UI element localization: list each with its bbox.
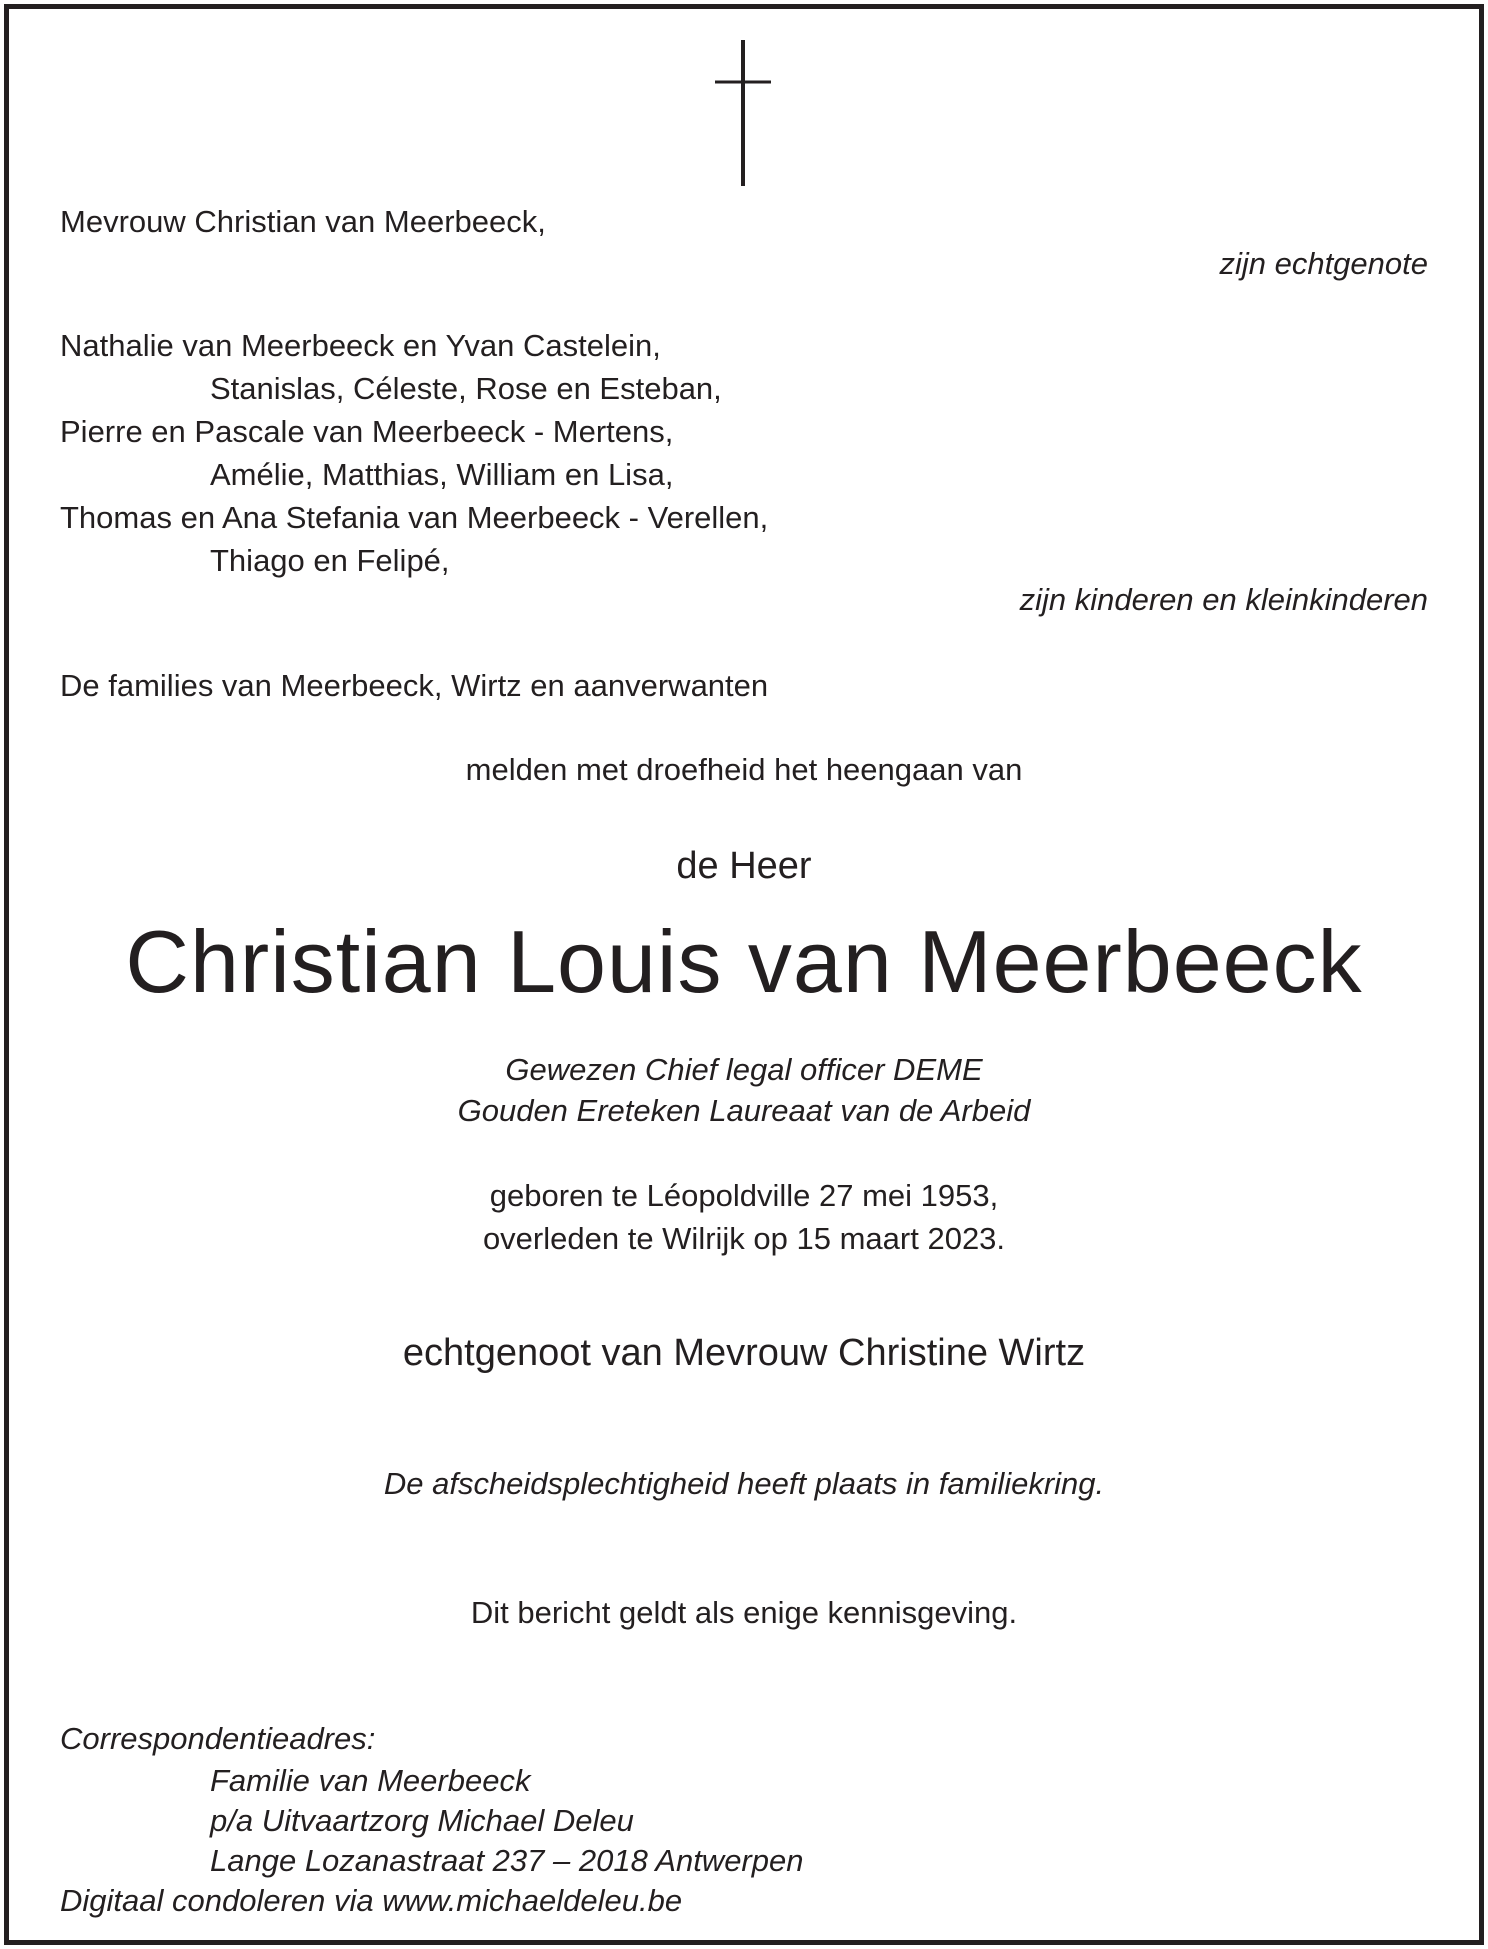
children-line: Nathalie van Meerbeeck en Yvan Castelein,: [60, 328, 661, 363]
online-condolence-link[interactable]: Digitaal condoleren via www.michaeldeleu.be: [60, 1883, 683, 1918]
correspondence-line: Familie van Meerbeeck: [210, 1763, 531, 1798]
grandchildren-line: Amélie, Matthias, William en Lisa,: [210, 457, 674, 492]
birth-line: geboren te Léopoldville 27 mei 1953,: [489, 1178, 999, 1213]
correspondence-line: p/a Uitvaartzorg Michael Deleu: [210, 1803, 634, 1838]
grandchildren-line: Thiago en Felipé,: [210, 543, 450, 578]
spouse-name: Mevrouw Christian van Meerbeeck,: [60, 204, 546, 239]
spouse-role: zijn echtgenote: [1219, 246, 1428, 281]
announcement: melden met droefheid het heengaan van: [465, 752, 1023, 787]
children-line: Pierre en Pascale van Meerbeeck - Mertens,: [60, 414, 674, 449]
correspondence-line: Lange Lozanastraat 237 – 2018 Antwerpen: [210, 1843, 804, 1878]
correspondence-label: Correspondentieadres:: [60, 1721, 376, 1756]
grandchildren-line: Stanislas, Céleste, Rose en Esteban,: [210, 371, 722, 406]
spouse-of-line: echtgenoot van Mevrouw Christine Wirtz: [402, 1332, 1086, 1374]
honor-line: Gewezen Chief legal officer DEME: [505, 1052, 983, 1087]
children-role: zijn kinderen en kleinkinderen: [1019, 582, 1428, 617]
families-line: De families van Meerbeeck, Wirtz en aanverwanten: [60, 668, 769, 703]
children-line: Thomas en Ana Stefania van Meerbeeck - Verellen,: [60, 500, 769, 535]
honor-line: Gouden Ereteken Laureaat van de Arbeid: [457, 1093, 1031, 1128]
notice-line: Dit bericht geldt als enige kennisgeving.: [470, 1595, 1018, 1630]
death-line: overleden te Wilrijk op 15 maart 2023.: [482, 1221, 1006, 1256]
cross-icon: [715, 40, 771, 186]
ceremony-line: De afscheidsplechtigheid heeft plaats in familiekring.: [383, 1466, 1105, 1501]
honorific: de Heer: [676, 845, 812, 887]
deceased-name: Christian Louis van Meerbeeck: [125, 912, 1363, 1011]
